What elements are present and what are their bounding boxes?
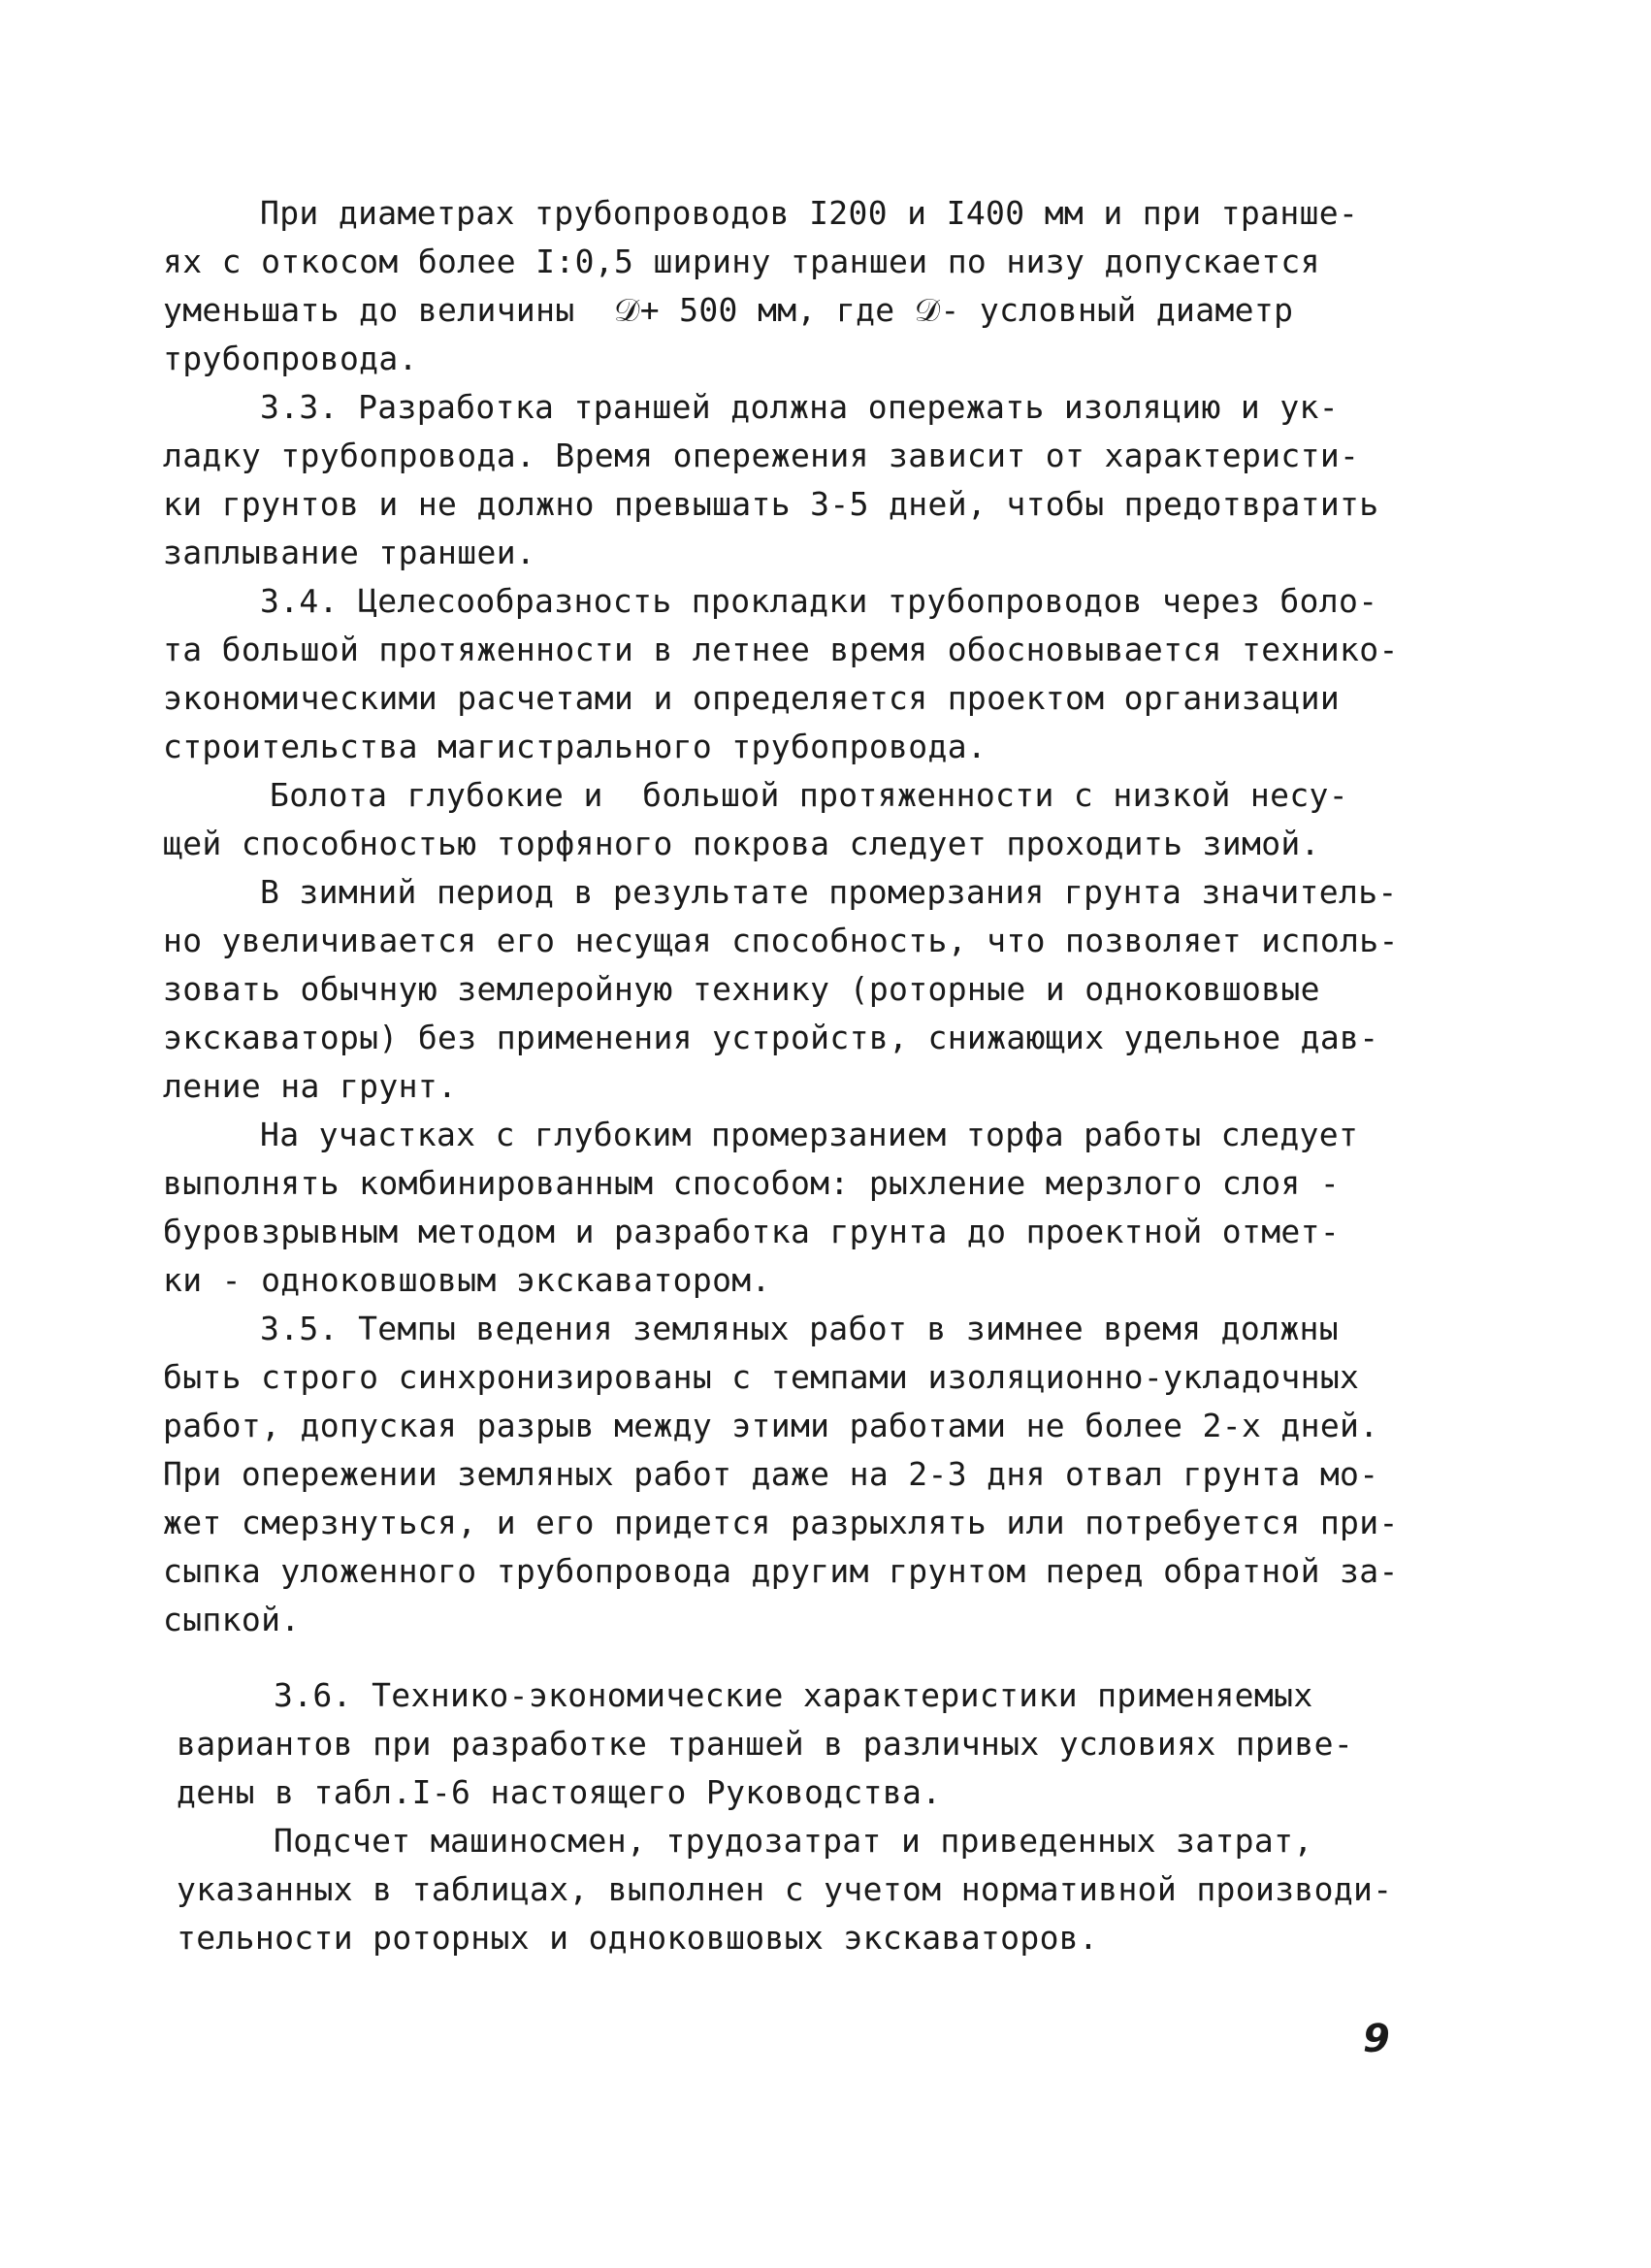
text-line: строительства магистрального трубопровода. <box>163 728 987 765</box>
text-line: ях с откосом более I:0,5 ширину траншеи по низу допускается <box>163 243 1320 280</box>
text-line: трубопровода. <box>163 340 418 377</box>
text-line: экскаваторы) без применения устройств, снижающих удельное дав- <box>163 1019 1379 1056</box>
text-line: заплывание траншеи. <box>163 534 536 571</box>
text-line: 3.4. Целесообразность прокладки трубопроводов через боло- <box>260 582 1378 620</box>
text-line: ладку трубопровода. Время опережения зависит от характеристи- <box>163 437 1360 474</box>
text-line: ки - одноковшовым экскаватором. <box>163 1261 771 1299</box>
text-line: щей способностью торфяного покрова следует проходить зимой. <box>163 825 1320 862</box>
text-line: жет смерзнуться, и его придется разрыхлять или потребуется при- <box>163 1504 1399 1541</box>
text-line: но увеличивается его несущая способность, что позволяет исполь- <box>163 922 1399 959</box>
text-line: тельности роторных и одноковшовых экскаваторов. <box>177 1919 1099 1957</box>
text-line: сыпкой. <box>163 1601 301 1638</box>
text-line: работ, допуская разрыв между этими работами не более 2-х дней. <box>163 1407 1379 1444</box>
text-line: 3.5. Темпы ведения земляных работ в зимнее время должны <box>260 1310 1339 1347</box>
text-line: указанных в таблицах, выполнен с учетом нормативной производи- <box>177 1870 1393 1908</box>
page-number: 9 <box>1363 2017 1390 2061</box>
text-line: зовать обычную землеройную технику (роторные и одноковшовые <box>163 970 1320 1008</box>
text-line: В зимний период в результате промерзания грунта значитель- <box>260 873 1398 911</box>
text-line: ки грунтов и не должно превышать 3-5 дней, чтобы предотвратить <box>163 485 1379 523</box>
text-line: На участках с глубоким промерзанием торфа работы следует <box>260 1116 1359 1153</box>
text-line: При диаметрах трубопроводов I200 и I400 мм и при транше- <box>260 194 1359 232</box>
text-line: 3.6. Технико-экономические характеристики применяемых <box>274 1676 1313 1714</box>
text-line: вариантов при разработке траншей в различных условиях приве- <box>177 1725 1354 1763</box>
text-line: уменьшать до величины 𝒟+ 500 мм, где 𝒟- условный диаметр <box>163 291 1294 329</box>
text-line: дены в табл.I-6 настоящего Руководства. <box>177 1773 942 1811</box>
text-line: сыпка уложенного трубопровода другим грунтом перед обратной за- <box>163 1552 1399 1590</box>
text-line: Подсчет машиносмен, трудозатрат и приведенных затрат, <box>274 1822 1313 1860</box>
text-line: быть строго синхронизированы с темпами изоляционно-укладочных <box>163 1358 1360 1396</box>
text-line: выполнять комбинированным способом: рыхление мерзлого слоя - <box>163 1164 1341 1202</box>
text-line: буровзрывным методом и разработка грунта до проектной отмет- <box>163 1213 1341 1250</box>
text-line: 3.3. Разработка траншей должна опережать изоляцию и ук- <box>260 388 1339 426</box>
text-line: ление на грунт. <box>163 1067 458 1105</box>
text-line: Болота глубокие и большой протяженности с низкой несу- <box>270 776 1348 814</box>
text-line: экономическими расчетами и определяется проектом организации <box>163 679 1341 717</box>
text-line: та большой протяженности в летнее время обосновывается технико- <box>163 631 1399 668</box>
text-line: При опережении земляных работ даже на 2-3 дня отвал грунта мо- <box>163 1455 1379 1493</box>
